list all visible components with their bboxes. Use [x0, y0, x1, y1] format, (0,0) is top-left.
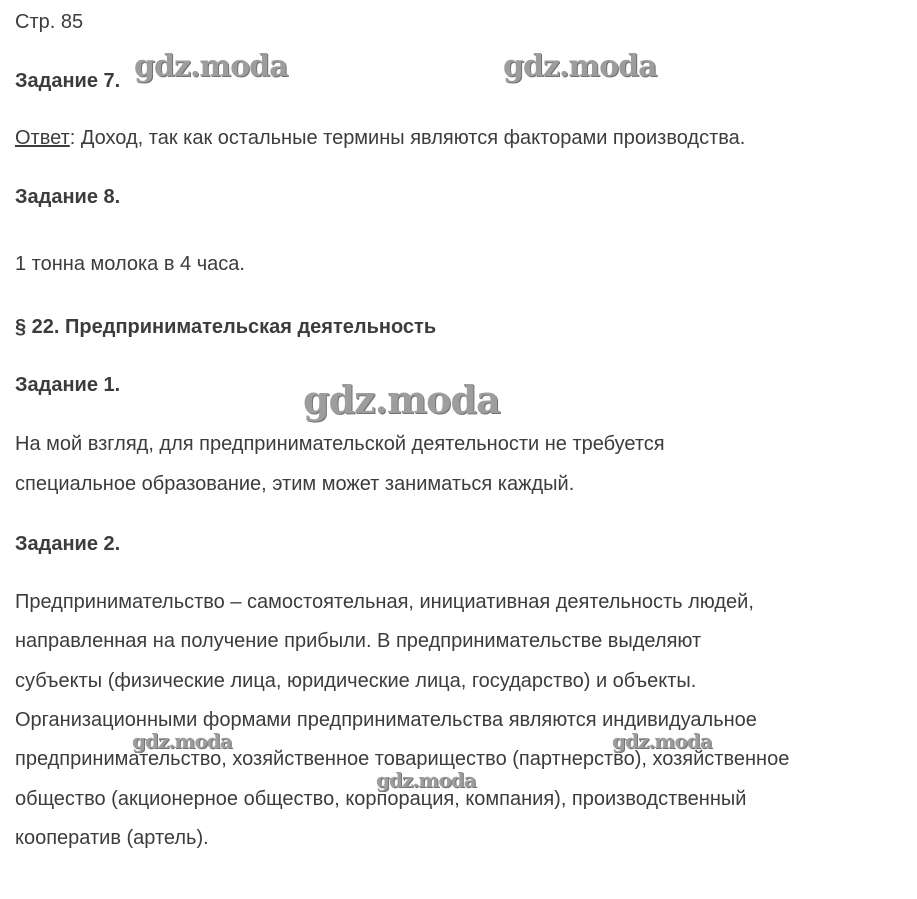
- task2-line: направленная на получение прибыли. В предпринимательстве выделяют: [15, 630, 702, 652]
- task1-heading: Задание 1.: [15, 374, 121, 396]
- task2-line: общество (акционерное общество, корпорация, компания), производственный: [15, 788, 747, 810]
- task7-answer: [15, 126, 745, 150]
- task7-heading: Задание 7.: [15, 70, 121, 92]
- task1-line: На мой взгляд, для предпринимательской деятельности не требуется: [15, 433, 665, 455]
- answer-text: : Доход, так как остальные термины являются факторами производства.: [69, 127, 746, 149]
- task2-heading: Задание 2.: [15, 533, 121, 555]
- task2-line: субъекты (физические лица, юридические лица, государство) и объекты.: [15, 670, 697, 692]
- watermark-logo: gdz.moda: [303, 377, 500, 422]
- watermark-logo: gdz.moda: [132, 729, 232, 753]
- task1-line: специальное образование, этим может заниматься каждый.: [15, 473, 575, 495]
- task2-line: кооператив (артель).: [15, 827, 209, 849]
- answer-label: Ответ: [15, 127, 70, 149]
- task2-line: Предпринимательство – самостоятельная, инициативная деятельность людей,: [15, 591, 754, 613]
- watermark-logo: gdz.moda: [503, 49, 657, 84]
- task2-line: предпринимательство, хозяйственное товарищество (партнерство), хозяйственное: [15, 748, 790, 770]
- watermark-logo: gdz.moda: [134, 49, 288, 84]
- watermark-logo: gdz.moda: [376, 768, 476, 792]
- watermark-logo: gdz.moda: [612, 729, 712, 753]
- task8-heading: Задание 8.: [15, 186, 121, 208]
- task2-line: Организационными формами предпринимательства являются индивидуальное: [15, 709, 757, 731]
- page-number: Стр. 85: [15, 11, 84, 33]
- section-title: § 22. Предпринимательская деятельность: [15, 316, 437, 338]
- task8-text: 1 тонна молока в 4 часа.: [15, 253, 245, 275]
